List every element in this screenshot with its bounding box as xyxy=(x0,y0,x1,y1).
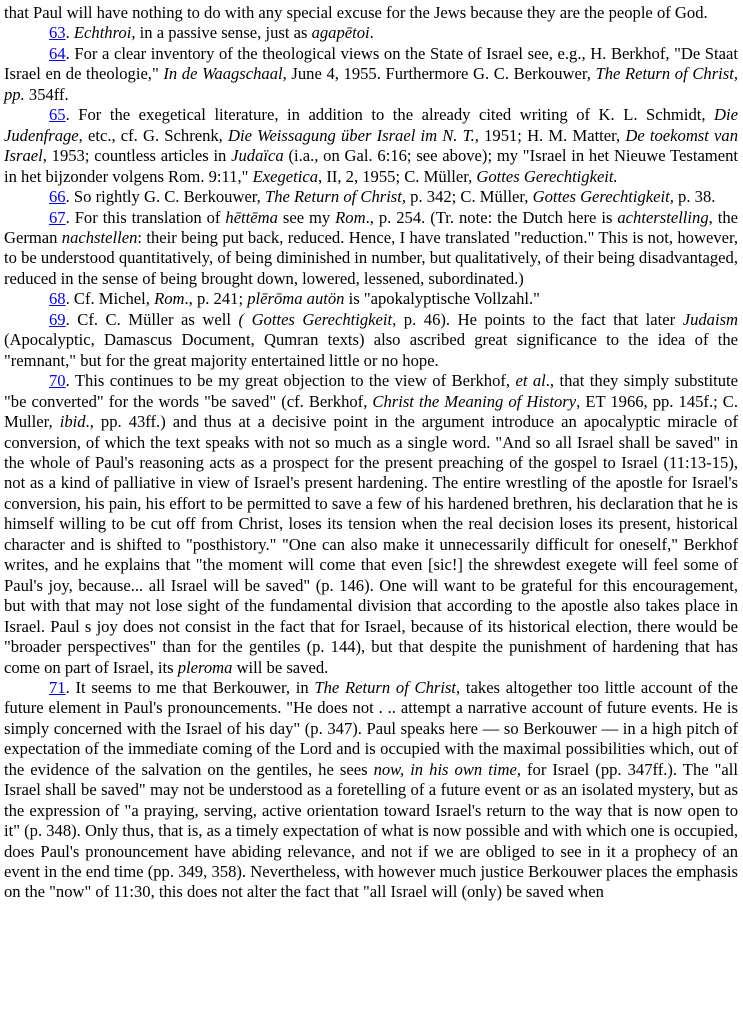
body-text: . It seems to me that Berkouwer, in xyxy=(65,677,315,697)
body-text: see my xyxy=(277,207,336,227)
body-text: . This continues to be my great objection to the view of Berkhof, xyxy=(65,371,516,391)
body-text: . xyxy=(369,23,374,43)
italic-text: plērōma autön xyxy=(247,289,345,309)
body-text: . For a clear inventory of the theological views on the State of Israel see, e.g., H. Berkhof, "De Staat Israel en de theologie," xyxy=(4,43,738,84)
body-paragraph xyxy=(4,3,738,23)
italic-text: Die Judenfrage xyxy=(4,105,738,145)
italic-text: Exegetica xyxy=(252,166,319,186)
italic-text: now, in his own time xyxy=(373,759,517,779)
body-text: : their being put back, reduced. Hence, I have translated "reduction." This is not, however, to be understood quantitatively, of being diminished in number, but qualitatively, of their being disadvantaged, reduced in the sense of being brought down, lowered, lessened, subordinated.) xyxy=(4,227,738,288)
italic-text: ( Gottes Gerechtigkeit xyxy=(238,309,393,329)
italic-text: De toekomst van Israel xyxy=(4,125,738,166)
body-text: ., pp. 43ff.) and thus at a decisive point in the argument introduce an apocalyptic miracle of conversion, of which the text speaks with not so much as a single word. "And so all Israel shall be saved" in the whole of Paul's reasoning acts as a prospect for the present preaching of the gospel to Israel (11:13-15), not as a kind of palliative in view of Israel's present hardening. The entire wrestling of the apostle for Israel's conversion, his pain, his effort to be permitted to save a few of his hardened brethren, his declaration that he is himself willing to be cut off from Christ, loses its tension when the real decision loses its present, historical character and is shifted to "posthistory." "One can also make it unnecessarily difficult for oneself," Berkhof writes, and he explains that "the moment will come that even [sic!] the shrewdest exegete will feel some of Paul's joy, because... all Israel will be saved" (p. 146). One will want to be grateful for this encouragement, but with that may not lose sight of the fundamental division that according to the apostle also takes place in Israel. Paul s joy does not consist in the fact that for Israel, because of its historical election, there would be "broader perspectives" than for the gentiles (p. 144), but that despite the punishment of hardening that has come on part of Israel, its xyxy=(4,412,739,677)
footnote-link-67[interactable]: 67 xyxy=(49,207,66,227)
body-text: p. 342; C. Müller, xyxy=(406,187,533,207)
body-text: , etc., cf. G. Schrenk, xyxy=(78,125,229,145)
body-text: . For the exegetical literature, in addition to the already cited writing of K. L. Schmidt, xyxy=(65,105,715,125)
body-text: 354ff. xyxy=(24,84,69,104)
footnote-63 xyxy=(4,23,738,43)
footnotes-text xyxy=(4,3,738,903)
footnote-link-68[interactable]: 68 xyxy=(49,289,66,309)
italic-text: ibid xyxy=(59,412,86,432)
italic-text: Gottes Gerechtigkeit. xyxy=(476,166,618,186)
body-text: will be saved. xyxy=(232,657,329,677)
body-text: , June 4, 1955. Furthermore G. C. Berkouwer, xyxy=(282,64,596,84)
italic-text: Rom xyxy=(154,289,185,309)
italic-text: et al xyxy=(515,371,546,391)
body-text: , the German xyxy=(4,207,738,247)
body-text: . Cf. C. Müller as well xyxy=(65,309,239,329)
italic-text: Judaïca xyxy=(231,146,284,166)
footnote-link-69[interactable]: 69 xyxy=(49,309,66,329)
italic-text: The Return of Christ, pp. xyxy=(4,64,738,104)
italic-text: agapētoi xyxy=(311,23,370,43)
body-text: , in a passive sense, just as xyxy=(131,23,312,43)
italic-text: Christ the Meaning of History xyxy=(372,391,577,411)
italic-text: Die Weissagung über Israel im N. T. xyxy=(228,125,475,145)
footnote-link-65[interactable]: 65 xyxy=(49,105,66,125)
body-text: . So rightly G. C. Berkouwer, xyxy=(65,187,265,207)
italic-text: Gottes Gerechtigkeit, xyxy=(532,187,674,207)
italic-text: nachstellen xyxy=(61,227,138,247)
footnote-67 xyxy=(4,208,738,290)
body-text: ., p. 241; xyxy=(184,289,248,309)
italic-text: Judaism xyxy=(682,309,739,329)
italic-text: The Return of Christ xyxy=(314,677,457,697)
body-text: , 1951; H. M. Matter, xyxy=(474,125,626,145)
footnote-link-70[interactable]: 70 xyxy=(49,371,66,391)
body-text: . Cf. Michel, xyxy=(65,289,155,309)
body-text: . For this translation of xyxy=(65,207,226,227)
footnote-link-64[interactable]: 64 xyxy=(49,43,66,63)
body-text: , p. 46). He points to the fact that later xyxy=(392,309,683,329)
footnote-70 xyxy=(4,371,738,678)
body-text: (Apocalyptic, Damascus Document, Qumran texts) also ascribed great significance to the idea of the "remnant," but for the great majority entertained little or no hope. xyxy=(4,330,738,370)
body-text: (i.a., on Gal. 6:16; see above); my "Israel in het Nieuwe Testament in het bijzonder volgens Rom. 9:11," xyxy=(4,146,738,186)
footnote-68 xyxy=(4,289,738,309)
italic-text: achterstelling xyxy=(617,207,709,227)
body-text: , 1953; countless articles in xyxy=(42,146,232,166)
italic-text: Echthroi xyxy=(73,23,132,43)
body-text: that Paul will have nothing to do with any special excuse for the Jews because they are the people of God. xyxy=(4,3,708,22)
footnote-64 xyxy=(4,44,738,105)
footnote-65 xyxy=(4,105,738,187)
body-text: , for Israel (pp. 347ff.). The "all Israel shall be saved" may not be understood as a foretelling of a future event or as an isolated mystery, but as the expression of "a praying, serving, active orientation toward Israel's return to the way that is now open to it" (p. 348). Only thus, that is, as a timely expectation of what is now possible and with which one is occupied, does Paul's pronouncement have abiding relevance, and not if we are obliged to see in it a prophecy of an event in the end time (pp. 349, 358). Nevertheless, with however much justice Berkouwer places the emphasis on the "now" of 11:30, this does not alter the fact that "all Israel will (only) be saved when xyxy=(4,759,739,902)
body-text: , II, 2, 1955; C. Müller, xyxy=(318,166,477,186)
body-text: is "apokalyptische Vollzahl." xyxy=(344,289,540,309)
footnote-69 xyxy=(4,310,738,371)
italic-text: pleroma xyxy=(177,657,233,677)
footnote-71 xyxy=(4,678,738,903)
body-text: , ET 1966, pp. 145f.; C. Muller, xyxy=(4,391,738,432)
footnote-link-71[interactable]: 71 xyxy=(49,677,66,697)
footnote-66 xyxy=(4,187,738,207)
footnote-link-66[interactable]: 66 xyxy=(49,187,66,207)
italic-text: hēttēma xyxy=(225,207,278,227)
body-text: ., p. 254. (Tr. note: the Dutch here is xyxy=(365,207,618,227)
italic-text: Rom xyxy=(335,207,366,227)
body-text: , takes altogether too little account of the future element in Paul's pronouncements. "He does not . .. attempt a narrative account of future events. He is simply concerned with the Israel of his day" (p. 347). Paul speaks here — so Berkouwer — in a high pitch of expectation of the immediate coming of the Lord and is occupied with the maximal possibilities which, out of the evidence of the salvation on the gentiles, he sees xyxy=(4,677,739,779)
body-text: p. 38. xyxy=(673,187,716,207)
italic-text: In de Waagschaal xyxy=(163,64,283,84)
italic-text: The Return of Christ, xyxy=(264,187,407,207)
footnote-link-63[interactable]: 63 xyxy=(49,23,66,43)
body-text: . xyxy=(65,23,74,43)
body-text: ., that they simply substitute "be converted" for the words "be saved" (cf. Berkhof, xyxy=(4,371,739,411)
